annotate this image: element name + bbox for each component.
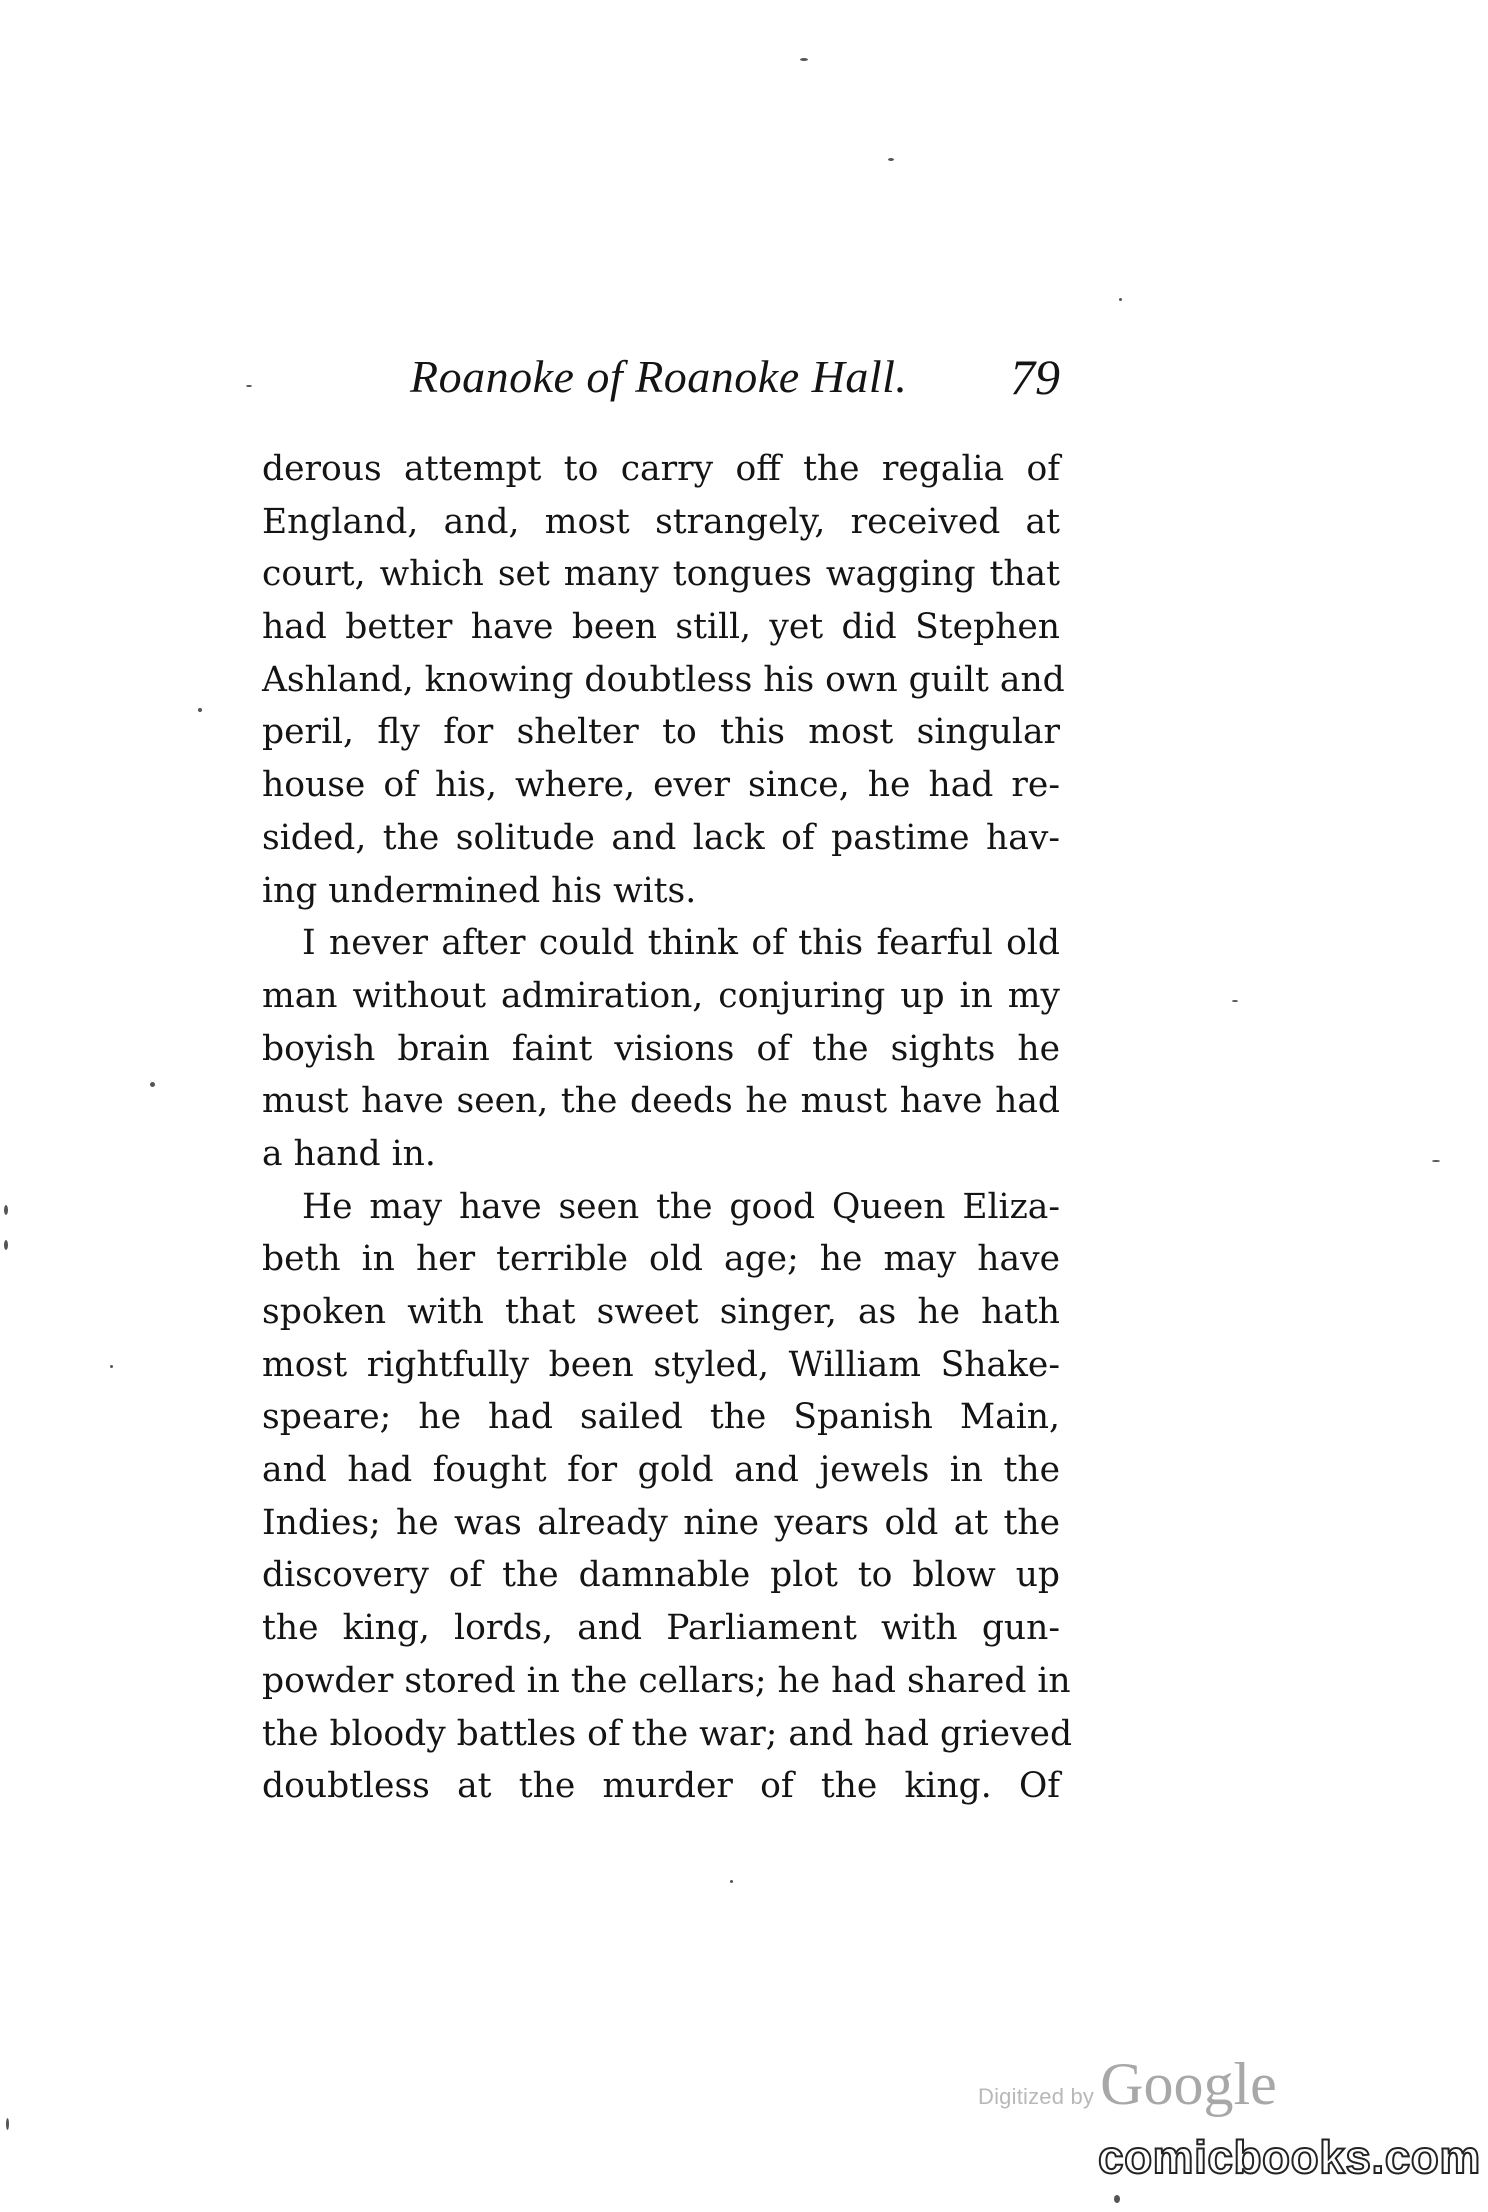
text-line: most rightfully been styled, William Shake- bbox=[262, 1344, 1060, 1385]
text-line: discovery of the damnable plot to blow up bbox=[262, 1555, 1060, 1596]
running-head-title: Roanoke of Roanoke Hall. bbox=[410, 351, 908, 402]
text-line: man without admiration, conjuring up in my bbox=[262, 975, 1060, 1016]
text-line: court, which set many tongues wagging that bbox=[262, 554, 1060, 595]
digitized-by-google bbox=[978, 2050, 1277, 2119]
text-line: He may have seen the good Queen Eliza- bbox=[302, 1186, 1060, 1227]
body-text bbox=[262, 443, 1073, 1813]
running-head bbox=[260, 350, 1070, 430]
text-line: England, and, most strangely, received at bbox=[262, 501, 1060, 542]
text-line: Ashland, knowing doubtless his own guilt and bbox=[262, 659, 1065, 700]
watermark: comicbooks.com bbox=[1098, 2131, 1481, 2183]
scan-speck bbox=[246, 385, 252, 387]
scan-speck bbox=[888, 158, 894, 161]
text-line: house of his, where, ever since, he had re- bbox=[262, 765, 1060, 806]
text-line: powder stored in the cellars; he had shared in bbox=[262, 1660, 1071, 1701]
text-line: boyish brain faint visions of the sights he bbox=[262, 1028, 1060, 1069]
scan-speck bbox=[1432, 1160, 1440, 1162]
text-line: had better have been still, yet did Stephen bbox=[262, 607, 1060, 648]
scan-speck bbox=[4, 1240, 8, 1250]
text-line: the king, lords, and Parliament with gun- bbox=[262, 1608, 1060, 1649]
text-line: peril, fly for shelter to this most singular bbox=[262, 712, 1060, 753]
text-line: speare; he had sailed the Spanish Main, bbox=[262, 1397, 1060, 1438]
scan-speck bbox=[6, 2118, 9, 2130]
text-line: ing undermined his wits. bbox=[262, 870, 697, 911]
scan-speck bbox=[4, 1205, 8, 1215]
text-line: spoken with that sweet singer, as he hath bbox=[262, 1292, 1060, 1332]
scan-speck bbox=[730, 1880, 733, 1883]
text-line: and had fought for gold and jewels in the bbox=[262, 1450, 1060, 1491]
text-line: Indies; he was already nine years old at the bbox=[262, 1502, 1060, 1543]
google-logo: Google bbox=[1100, 2051, 1277, 2117]
scan-speck bbox=[110, 1365, 113, 1368]
scan-speck bbox=[1114, 2195, 1120, 2203]
text-line: sided, the solitude and lack of pastime hav- bbox=[262, 817, 1060, 858]
page-number: 79 bbox=[1010, 349, 1060, 405]
scan-speck bbox=[1119, 298, 1122, 301]
text-line: must have seen, the deeds he must have had bbox=[262, 1081, 1060, 1122]
text-line: beth in her terrible old age; he may have bbox=[262, 1239, 1060, 1280]
text-line: a hand in. bbox=[262, 1133, 436, 1174]
text-line: the bloody battles of the war; and had grieved bbox=[262, 1713, 1073, 1754]
scan-speck bbox=[1232, 1000, 1238, 1002]
scan-speck bbox=[198, 708, 202, 712]
digitized-prefix: Digitized by bbox=[978, 2084, 1095, 2109]
text-line: derous attempt to carry off the regalia of bbox=[262, 449, 1060, 489]
text-line: I never after could think of this fearful old bbox=[302, 923, 1060, 964]
text-line: doubtless at the murder of the king. Of bbox=[262, 1766, 1060, 1807]
scan-speck bbox=[150, 1082, 155, 1087]
scan-speck bbox=[800, 58, 808, 61]
